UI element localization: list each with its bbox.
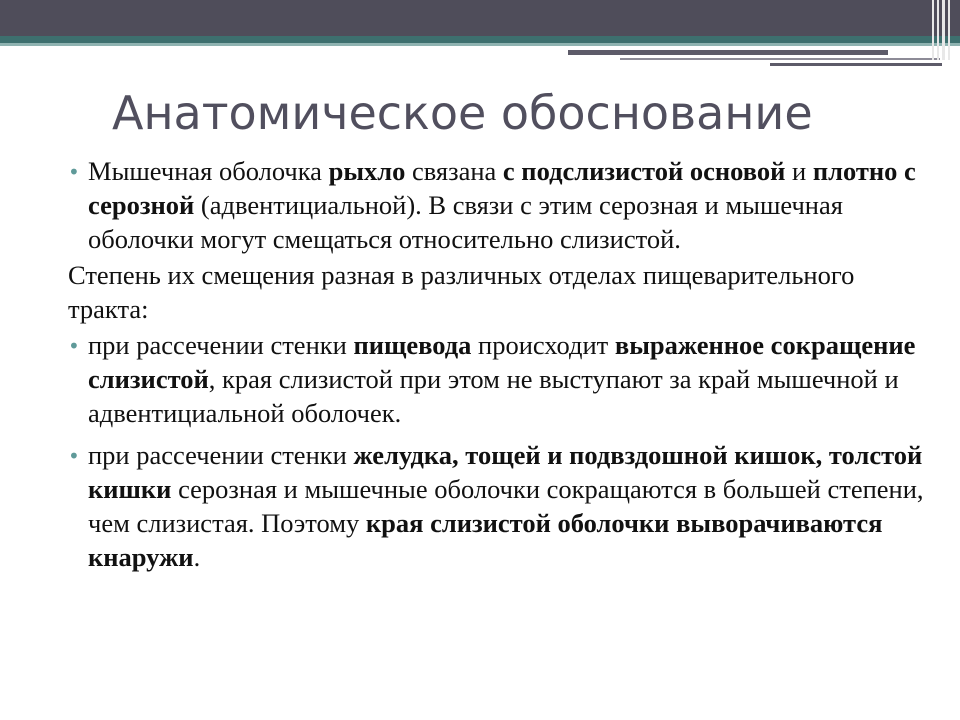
bullet-item [68, 438, 928, 574]
body-text: и [785, 156, 813, 186]
body-text: при рассечении стенки [88, 440, 354, 470]
body-text: при рассечении стенки [88, 330, 354, 360]
emphasis-text: рыхло [328, 156, 406, 186]
body-text: Мышечная оболочка [88, 156, 329, 186]
body-text: Степень их смещения разная в различных отделах пищеварительного тракта: [68, 260, 855, 324]
emphasis-text: желудка, тощей и подвздошной кишок, толстой кишки [88, 440, 923, 504]
emphasis-text: края слизистой оболочки выворачиваются кнаружи [88, 508, 883, 572]
body-text: (адвентициальной). В связи с этим серозная и мышечная оболочки могут смещаться относительно слизистой. [88, 190, 843, 254]
slide-title: Анатомическое обоснование [112, 86, 813, 140]
emphasis-text: выраженное сокращение слизистой [88, 330, 916, 394]
bullet-icon: • [68, 334, 80, 358]
bullet-item [68, 328, 928, 430]
body-text: , края слизистой при этом не выступают за край мышечной и адвентициальной оболочек. [88, 364, 899, 428]
slide-body [68, 154, 928, 574]
bullet-icon: • [68, 444, 80, 468]
decor-stub [568, 50, 888, 55]
bullet-item [68, 154, 928, 256]
emphasis-text: пищевода [353, 330, 472, 360]
top-decor-bar [0, 0, 960, 36]
body-text: связана [405, 156, 503, 186]
body-text: . [193, 542, 201, 572]
decor-vertical-lines [932, 0, 960, 60]
teal-stripe [0, 36, 960, 43]
body-text: серозная и мышечные оболочки сокращаются в большей степени, чем слизистая. Поэтому [88, 474, 924, 538]
body-text: происходит [471, 330, 615, 360]
emphasis-text: плотно с серозной [88, 156, 916, 220]
decor-stub [770, 63, 942, 66]
teal-stripe-light [0, 43, 960, 46]
bullet-icon: • [68, 160, 80, 184]
emphasis-text: с подслизистой основой [502, 156, 786, 186]
body-paragraph [68, 258, 928, 326]
decor-stub [620, 58, 940, 60]
